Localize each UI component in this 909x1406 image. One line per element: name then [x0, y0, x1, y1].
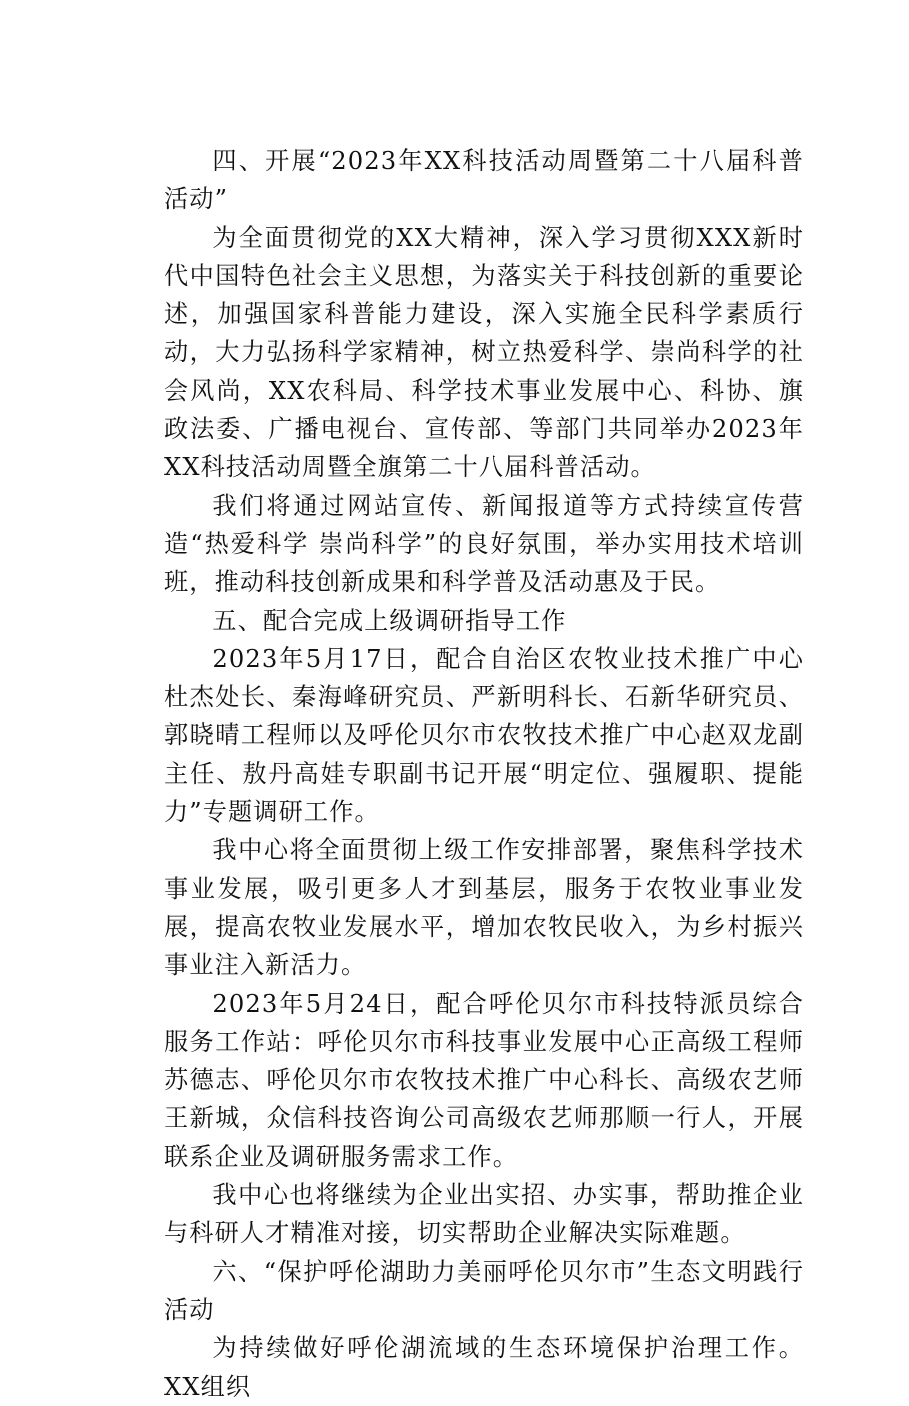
- paragraph: 我们将通过网站宣传、新闻报道等方式持续宣传营造“热爱科学 崇尚科学”的良好氛围，举办实用技术培训班，推动科技创新成果和科学普及活动惠及于民。: [164, 491, 804, 597]
- section-heading-4: 四、开展“2023年XX科技活动周暨第二十八届科普活动”: [164, 147, 804, 214]
- paragraph: 为全面贯彻党的XX大精神，深入学习贯彻XXX新时代中国特色社会主义思想，为落实关于科技创新的重要论述，加强国家科普能力建设，深入实施全民科学素质行动，大力弘扬科学家精神，树立热爱科学、崇尚科学的社会风尚，XX农科局、科学技术事业发展中心、科协、旗政法委、广播电视台、宣传部、等部门共同举办2023年XX科技活动周暨全旗第二十八届科普活动。: [164, 223, 804, 482]
- paragraph: 2023年5月24日，配合呼伦贝尔市科技特派员综合服务工作站：呼伦贝尔市科技事业发展中心正高级工程师苏德志、呼伦贝尔市农牧技术推广中心科长、高级农艺师王新城，众信科技咨询公司高级农艺师那顺一行人，开展联系企业及调研服务需求工作。: [164, 989, 804, 1171]
- section-heading-6: 六、“保护呼伦湖助力美丽呼伦贝尔市”生态文明践行活动: [164, 1257, 804, 1324]
- section-heading-5: 五、配合完成上级调研指导工作: [212, 606, 567, 635]
- document-body: [164, 142, 804, 1406]
- paragraph: 我中心也将继续为企业出实招、办实事，帮助推企业与科研人才精准对接，切实帮助企业解决实际难题。: [164, 1181, 804, 1248]
- paragraph: 为持续做好呼伦湖流域的生态环境保护治理工作。XX组织: [164, 1334, 804, 1401]
- paragraph: 我中心将全面贯彻上级工作安排部署，聚焦科学技术事业发展，吸引更多人才到基层，服务于农牧业事业发展，提高农牧业发展水平，增加农牧民收入，为乡村振兴事业注入新活力。: [164, 836, 804, 980]
- paragraph: 2023年5月17日，配合自治区农牧业技术推广中心杜杰处长、秦海峰研究员、严新明科长、石新华研究员、郭晓晴工程师以及呼伦贝尔市农牧技术推广中心赵双龙副主任、敖丹高娃专职副书记开展“明定位、强履职、提能力”专题调研工作。: [164, 644, 804, 827]
